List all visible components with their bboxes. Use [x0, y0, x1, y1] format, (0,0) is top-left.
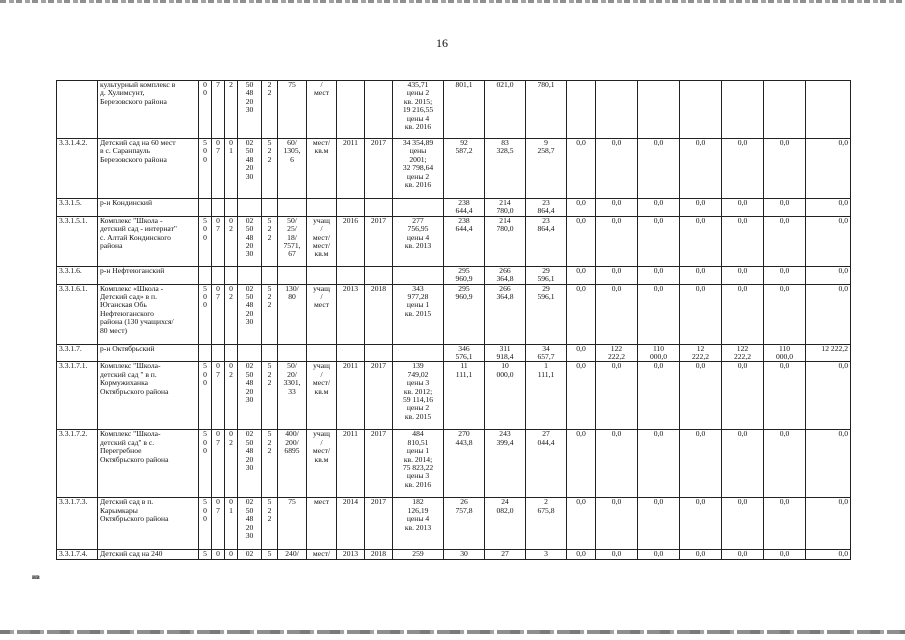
table-cell — [262, 199, 278, 217]
table-cell: 0,0 — [722, 216, 764, 266]
table-cell: 2017 — [365, 139, 393, 199]
table-cell: 02 — [238, 550, 262, 560]
table-cell: 2016 — [337, 216, 365, 266]
table-cell: 29 596,1 — [526, 266, 567, 284]
table-cell — [806, 81, 851, 139]
table-cell — [212, 199, 225, 217]
table-cell: 2017 — [365, 430, 393, 498]
table-cell: 122 222,2 — [596, 344, 638, 362]
table-cell — [680, 81, 722, 139]
table-cell: 3 — [526, 550, 567, 560]
table-cell: 83 328,5 — [485, 139, 526, 199]
table-cell: 5 2 2 — [262, 362, 278, 430]
table-cell: 295 960,9 — [444, 266, 485, 284]
table-cell: 0,0 — [722, 199, 764, 217]
scan-edge-bottom — [0, 630, 905, 634]
table-cell: 0,0 — [680, 430, 722, 498]
table-cell: 23 864,4 — [526, 216, 567, 266]
table-cell: 0,0 — [638, 199, 680, 217]
table-cell: 02 50 48 20 30 — [238, 430, 262, 498]
table-cell: 2 2 — [262, 81, 278, 139]
table-cell: 5 — [199, 550, 212, 560]
table-cell: 0 7 — [212, 139, 225, 199]
table-cell: 2017 — [365, 216, 393, 266]
table-cell: 343 977,28 цены 1 кв. 2015 — [393, 284, 444, 344]
table-row — [57, 139, 851, 199]
table-cell: 0,0 — [567, 266, 596, 284]
table-cell: 75 — [278, 498, 307, 550]
table-cell: 130/ 80 — [278, 284, 307, 344]
table-cell: 214 780,0 — [485, 199, 526, 217]
table-cell — [722, 81, 764, 139]
table-cell: 3.3.1.7.1. — [57, 362, 98, 430]
table-cell: 5 0 0 — [199, 498, 212, 550]
table-cell: 34 354,89 цены 2001; 32 798,64 цены 2 кв. 2016 — [393, 139, 444, 199]
table-cell: 110 000,0 — [764, 344, 806, 362]
table-cell — [212, 266, 225, 284]
table-cell: 0 7 — [212, 430, 225, 498]
table-cell: 0,0 — [764, 430, 806, 498]
table-cell: культурный комплекс в д. Хулимсунт, Березовского района — [98, 81, 199, 139]
table-cell: Детский сад на 240 — [98, 550, 199, 560]
table-cell: 0,0 — [764, 362, 806, 430]
table-cell: Детский сад на 60 мест в с. Саранпауль Березовского района — [98, 139, 199, 199]
table-cell: 0 1 — [225, 498, 238, 550]
table-cell: 2011 — [337, 362, 365, 430]
table-cell: 0,0 — [764, 284, 806, 344]
footer-mark: ив — [32, 573, 40, 581]
table-cell: 0,0 — [638, 550, 680, 560]
table-cell: 0,0 — [638, 284, 680, 344]
table-cell: 10 000,0 — [485, 362, 526, 430]
table-cell: р-н Кондинский — [98, 199, 199, 217]
table-cell — [307, 344, 337, 362]
table-cell: 0,0 — [764, 498, 806, 550]
table-cell: 12 222,2 — [806, 344, 851, 362]
table-cell: Комплекс "Школа - детский сад - интернат" с. Алтай Кондинского района — [98, 216, 199, 266]
table-cell: 0,0 — [806, 199, 851, 217]
table-cell: 0,0 — [638, 139, 680, 199]
table-cell — [57, 81, 98, 139]
table-cell: 435,71 цены 2 кв. 2015; 19 216,55 цены 4 кв. 2016 — [393, 81, 444, 139]
table-cell: 270 443,8 — [444, 430, 485, 498]
table-cell: 0,0 — [567, 139, 596, 199]
table-cell — [199, 344, 212, 362]
table-row — [57, 284, 851, 344]
table-cell: 75 — [278, 81, 307, 139]
table-cell: 02 50 48 20 30 — [238, 216, 262, 266]
table-cell: 2 — [225, 81, 238, 139]
table-cell — [278, 344, 307, 362]
table-cell: 30 — [444, 550, 485, 560]
table-cell: 02 50 48 20 30 — [238, 139, 262, 199]
table-cell: 0,0 — [596, 550, 638, 560]
table-cell: 0,0 — [596, 498, 638, 550]
table-cell: 0,0 — [722, 284, 764, 344]
table-cell: 27 044,4 — [526, 430, 567, 498]
table-cell: 2011 — [337, 139, 365, 199]
table-cell: 1 111,1 — [526, 362, 567, 430]
table-cell: 0,0 — [806, 139, 851, 199]
table-cell: 5 0 0 — [199, 284, 212, 344]
table-cell: 3.3.1.7.4. — [57, 550, 98, 560]
table-cell: 7 — [212, 81, 225, 139]
table-cell: 5 2 2 — [262, 430, 278, 498]
table-cell: учащ / мест — [307, 284, 337, 344]
table-cell: 139 749,02 цены 3 кв. 2012; 59 114,16 цены 2 кв. 2015 — [393, 362, 444, 430]
table-cell: учащ / мест/ кв.м — [307, 430, 337, 498]
table-cell: 2017 — [365, 362, 393, 430]
table-cell: 122 222,2 — [722, 344, 764, 362]
table-cell: 214 780,0 — [485, 216, 526, 266]
table-cell: 50 48 20 30 — [238, 81, 262, 139]
table-cell: р-н Нефтеюганский — [98, 266, 199, 284]
table-cell: 0,0 — [806, 550, 851, 560]
table-cell: 2018 — [365, 550, 393, 560]
table-cell: 5 2 2 — [262, 498, 278, 550]
table-cell: 26 757,8 — [444, 498, 485, 550]
table-cell: 0 2 — [225, 216, 238, 266]
table-cell: 0,0 — [567, 216, 596, 266]
table-cell — [365, 266, 393, 284]
table-cell: 021,0 — [485, 81, 526, 139]
table-cell: 0,0 — [567, 498, 596, 550]
table-cell: 238 644,4 — [444, 199, 485, 217]
table-cell: 0,0 — [596, 362, 638, 430]
table-cell: 2013 — [337, 550, 365, 560]
table-cell — [365, 81, 393, 139]
table-cell — [307, 199, 337, 217]
table-cell: 0 2 — [225, 362, 238, 430]
table-cell: 0,0 — [680, 362, 722, 430]
table-cell: 5 0 0 — [199, 216, 212, 266]
table-cell — [596, 81, 638, 139]
table-cell: 29 596,1 — [526, 284, 567, 344]
table-cell: 0,0 — [722, 139, 764, 199]
table-cell: 0,0 — [638, 430, 680, 498]
table-cell: учащ / мест/ кв.м — [307, 362, 337, 430]
table-cell: 3.3.1.5.1. — [57, 216, 98, 266]
table-cell: 0,0 — [596, 199, 638, 217]
table-cell: 0,0 — [806, 216, 851, 266]
table-cell: 0,0 — [680, 266, 722, 284]
table-cell: 0,0 — [596, 216, 638, 266]
table-cell: 0,0 — [567, 344, 596, 362]
budget-table — [56, 80, 851, 560]
table-cell — [262, 344, 278, 362]
table-cell: 484 810,51 цены 1 кв. 2014; 75 823,22 цены 3 кв. 2016 — [393, 430, 444, 498]
table-cell: 182 126,19 цены 4 кв. 2013 — [393, 498, 444, 550]
table-cell: 02 50 48 20 30 — [238, 498, 262, 550]
table-cell: 0,0 — [638, 216, 680, 266]
table-cell: 5 0 0 — [199, 139, 212, 199]
table-cell: 12 222,2 — [680, 344, 722, 362]
table-cell: 295 960,9 — [444, 284, 485, 344]
table-cell: 3.3.1.4.2. — [57, 139, 98, 199]
table-cell: 0 1 — [225, 139, 238, 199]
table-cell: 266 364,8 — [485, 284, 526, 344]
table-cell: р-н Октябрьский — [98, 344, 199, 362]
table-cell — [307, 266, 337, 284]
table-row — [57, 498, 851, 550]
table-row — [57, 344, 851, 362]
table-cell: 0,0 — [764, 199, 806, 217]
table-cell — [393, 266, 444, 284]
table-row — [57, 362, 851, 430]
table-cell: 0 7 — [212, 362, 225, 430]
table-cell: 50/ 20/ 3301, 33 — [278, 362, 307, 430]
table-cell: 9 258,7 — [526, 139, 567, 199]
table-cell: 50/ 25/ 18/ 7571, 67 — [278, 216, 307, 266]
table-cell: 27 — [485, 550, 526, 560]
table-cell: 0,0 — [764, 266, 806, 284]
table-cell: 5 2 2 — [262, 216, 278, 266]
table-cell: 0,0 — [722, 362, 764, 430]
table-cell — [337, 344, 365, 362]
scan-edge-top — [0, 0, 905, 3]
table-cell: 801,1 — [444, 81, 485, 139]
table-cell: 0,0 — [722, 550, 764, 560]
table-cell: 0,0 — [680, 139, 722, 199]
table-cell: 0,0 — [567, 362, 596, 430]
table-row — [57, 550, 851, 560]
table-cell: 311 918,4 — [485, 344, 526, 362]
table-cell: 0,0 — [680, 216, 722, 266]
table-cell — [212, 344, 225, 362]
table-cell: 3.3.1.5. — [57, 199, 98, 217]
table-cell: 346 576,1 — [444, 344, 485, 362]
table-cell: 0,0 — [596, 430, 638, 498]
table-row — [57, 266, 851, 284]
table-cell — [337, 81, 365, 139]
table-cell: 5 0 0 — [199, 430, 212, 498]
table-cell: 3.3.1.6.1. — [57, 284, 98, 344]
table-cell: 0 — [225, 550, 238, 560]
table-cell: 0,0 — [680, 199, 722, 217]
table-cell: 24 082,0 — [485, 498, 526, 550]
table-cell: 0 — [212, 550, 225, 560]
table-cell: 0 2 — [225, 430, 238, 498]
table-cell — [238, 266, 262, 284]
table-cell: Комплекс "Школа- детский сад" в с. Перегребное Октябрьского района — [98, 430, 199, 498]
table-cell — [638, 81, 680, 139]
table-cell: 5 2 2 — [262, 139, 278, 199]
table-cell: 259 — [393, 550, 444, 560]
table-cell: 11 111,1 — [444, 362, 485, 430]
table-cell: / мест — [307, 81, 337, 139]
table-cell: 277 756,95 цены 4 кв. 2013 — [393, 216, 444, 266]
table-cell: 0,0 — [596, 139, 638, 199]
table-cell: 0,0 — [596, 266, 638, 284]
table-cell: 3.3.1.6. — [57, 266, 98, 284]
table-cell: 5 — [262, 550, 278, 560]
table-cell: 0,0 — [680, 284, 722, 344]
table-cell: 0,0 — [567, 430, 596, 498]
table-cell — [337, 199, 365, 217]
table-cell: 2011 — [337, 430, 365, 498]
table-cell: мест/ кв.м — [307, 139, 337, 199]
table-cell: 23 864,4 — [526, 199, 567, 217]
table-cell — [365, 344, 393, 362]
table-cell — [393, 344, 444, 362]
table-cell: 0,0 — [806, 498, 851, 550]
table-cell: 0,0 — [638, 498, 680, 550]
table-cell: 2 675,8 — [526, 498, 567, 550]
table-cell — [365, 199, 393, 217]
table-cell — [337, 266, 365, 284]
table-cell — [278, 199, 307, 217]
table-cell: 400/ 200/ 6895 — [278, 430, 307, 498]
table-cell: 0,0 — [722, 430, 764, 498]
table-cell: 0 2 — [225, 284, 238, 344]
table-cell: 02 50 48 20 30 — [238, 284, 262, 344]
table-cell: мест/ — [307, 550, 337, 560]
table-cell: Комплекс «Школа - Детский сад» в п. Юганская Обь Нефтеюганского района (130 учащихся/ 80 мест) — [98, 284, 199, 344]
table-cell: 0,0 — [567, 550, 596, 560]
table-cell — [764, 81, 806, 139]
table-cell: 2018 — [365, 284, 393, 344]
table-row — [57, 199, 851, 217]
table-cell: 0 7 — [212, 284, 225, 344]
table-cell: 780,1 — [526, 81, 567, 139]
table-cell: 3.3.1.7.3. — [57, 498, 98, 550]
table-cell: 0,0 — [722, 266, 764, 284]
table-cell: 02 50 48 20 30 — [238, 362, 262, 430]
table-cell: 0,0 — [680, 498, 722, 550]
table-cell: Комплекс "Школа- детский сад " в п. Кормужиханка Октябрьского района — [98, 362, 199, 430]
table-cell — [199, 266, 212, 284]
table-cell: 60/ 1305, 6 — [278, 139, 307, 199]
table-cell — [225, 344, 238, 362]
table-cell — [278, 266, 307, 284]
page-number: 16 — [436, 36, 448, 50]
table-cell: 0,0 — [764, 550, 806, 560]
table-cell: 0 7 — [212, 498, 225, 550]
table-cell: 0,0 — [764, 139, 806, 199]
table-cell: 0 0 — [199, 81, 212, 139]
table-cell: 110 000,0 — [638, 344, 680, 362]
table-cell: мест — [307, 498, 337, 550]
table-cell: 0,0 — [680, 550, 722, 560]
table-cell: 0,0 — [764, 216, 806, 266]
table-cell: Детский сад в п. Карымкары Октябрьского района — [98, 498, 199, 550]
table-cell: 0 7 — [212, 216, 225, 266]
table-cell — [199, 199, 212, 217]
table-cell: 240/ — [278, 550, 307, 560]
table-cell: 0,0 — [596, 284, 638, 344]
table-cell — [225, 266, 238, 284]
table-cell: 243 399,4 — [485, 430, 526, 498]
table-cell: 5 2 2 — [262, 284, 278, 344]
table-cell: 0,0 — [567, 284, 596, 344]
table-cell: 2017 — [365, 498, 393, 550]
table-cell: 0,0 — [638, 266, 680, 284]
table-row — [57, 216, 851, 266]
table-cell: 0,0 — [806, 362, 851, 430]
table-cell: 0,0 — [722, 498, 764, 550]
table-cell: 3.3.1.7.2. — [57, 430, 98, 498]
table-cell: 5 0 0 — [199, 362, 212, 430]
table-cell — [262, 266, 278, 284]
table-cell: 0,0 — [806, 266, 851, 284]
table-cell: 238 644,4 — [444, 216, 485, 266]
table-cell — [238, 199, 262, 217]
table-cell: 0,0 — [806, 284, 851, 344]
table-cell: 0,0 — [567, 199, 596, 217]
table-cell: 34 657,7 — [526, 344, 567, 362]
table-row — [57, 81, 851, 139]
table-cell: 2013 — [337, 284, 365, 344]
table-cell — [567, 81, 596, 139]
table-cell: учащ / мест/ мест/ кв.м — [307, 216, 337, 266]
table-cell: 0,0 — [806, 430, 851, 498]
table-cell — [393, 199, 444, 217]
table-cell: 0,0 — [638, 362, 680, 430]
table-cell — [225, 199, 238, 217]
table-cell: 266 364,8 — [485, 266, 526, 284]
table-row — [57, 430, 851, 498]
table-cell — [238, 344, 262, 362]
table-cell: 92 587,2 — [444, 139, 485, 199]
table-cell: 2014 — [337, 498, 365, 550]
table-cell: 3.3.1.7. — [57, 344, 98, 362]
